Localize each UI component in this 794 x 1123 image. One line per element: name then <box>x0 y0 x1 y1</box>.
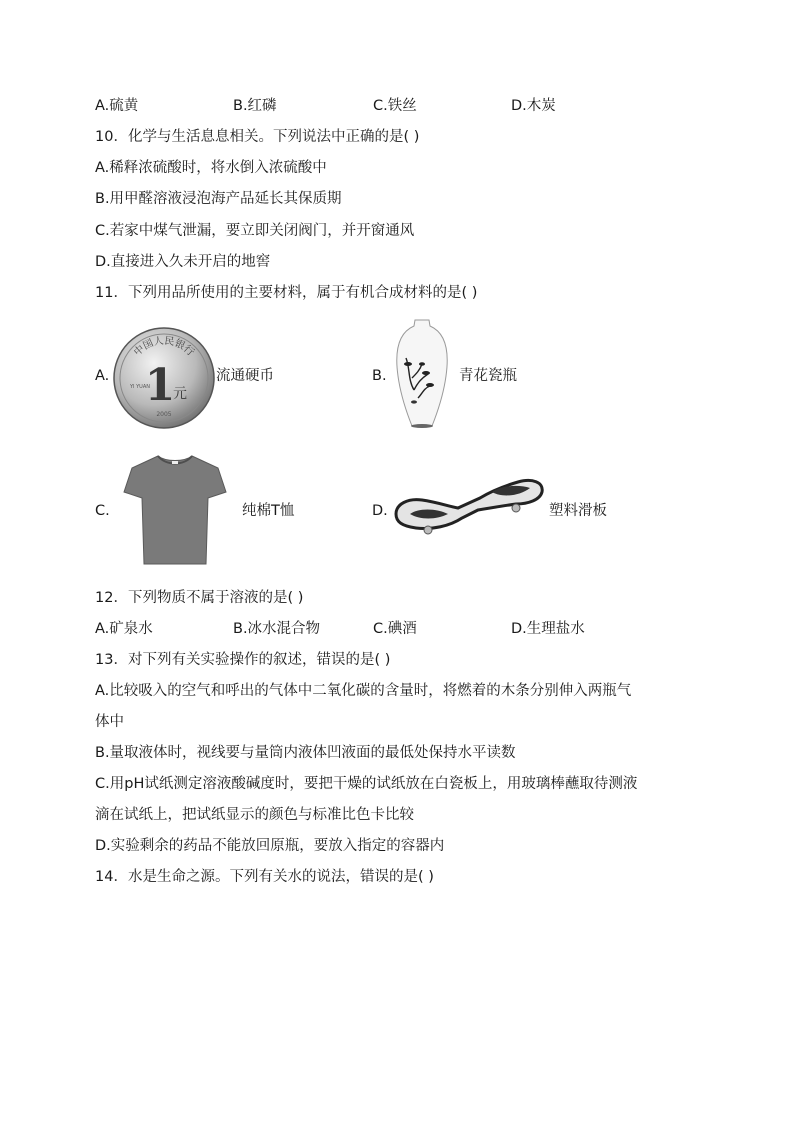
q13-stem: 13．对下列有关实验操作的叙述，错误的是( ) <box>95 652 391 668</box>
coin-value: 1 <box>144 360 176 411</box>
q11-option-b-letter: B. <box>372 368 387 384</box>
q11-option-d-letter: D. <box>372 503 388 519</box>
q9-option-c: C.铁丝 <box>373 98 417 114</box>
coin-image <box>112 326 216 430</box>
q10-option-d: D.直接进入久未开启的地窖 <box>95 254 271 270</box>
q9-option-a: A.硫黄 <box>95 98 139 114</box>
q12-option-d: D.生理盐水 <box>511 621 585 637</box>
q11-option-c-letter: C. <box>95 503 110 519</box>
skateboard-image <box>392 468 546 538</box>
q11-option-c-label: 纯棉T恤 <box>242 503 295 519</box>
q13-option-d: D.实验剩余的药品不能放回原瓶，要放入指定的容器内 <box>95 838 445 854</box>
q11-option-d-label: 塑料滑板 <box>549 503 607 519</box>
q12-option-a: A.矿泉水 <box>95 621 153 637</box>
q13-option-a-line2: 体中 <box>95 714 124 730</box>
q11-option-b-label: 青花瓷瓶 <box>459 368 517 384</box>
q13-option-c-line2: 滴在试纸上，把试纸显示的颜色与标准比色卡比较 <box>95 807 414 823</box>
q13-option-b: B.量取液体时，视线要与量筒内液体凹液面的最低处保持水平读数 <box>95 745 516 761</box>
porcelain-vase-image <box>388 318 456 430</box>
q10-option-b: B.用甲醛溶液浸泡海产品延长其保质期 <box>95 191 342 207</box>
q10-stem: 10．化学与生活息息相关。下列说法中正确的是( ) <box>95 129 420 145</box>
q11-stem: 11．下列用品所使用的主要材料，属于有机合成材料的是( ) <box>95 285 478 301</box>
coin-pinyin: YI YUAN <box>130 384 150 390</box>
coin-arc-text: 中国人民银行 <box>132 335 196 359</box>
q14-stem: 14．水是生命之源。下列有关水的说法，错误的是( ) <box>95 869 434 885</box>
q13-option-c-line1: C.用pH试纸测定溶液酸碱度时，要把干燥的试纸放在白瓷板上，用玻璃棒蘸取待测液 <box>95 776 638 792</box>
q9-option-d: D.木炭 <box>511 98 556 114</box>
q11-option-a-label: 流通硬币 <box>216 368 274 384</box>
q11-option-a-letter: A. <box>95 368 110 384</box>
tshirt-image <box>122 452 228 568</box>
q9-option-b: B.红磷 <box>233 98 277 114</box>
q10-option-c: C.若家中煤气泄漏，要立即关闭阀门，并开窗通风 <box>95 223 415 239</box>
q12-stem: 12．下列物质不属于溶液的是( ) <box>95 590 304 606</box>
q13-option-a-line1: A.比较吸入的空气和呼出的气体中二氧化碳的含量时，将燃着的木条分别伸入两瓶气 <box>95 683 632 699</box>
q12-option-b: B.冰水混合物 <box>233 621 321 637</box>
q10-option-a: A.稀释浓硫酸时，将水倒入浓硫酸中 <box>95 160 327 176</box>
coin-year: 2005 <box>156 411 172 418</box>
coin-unit: 元 <box>173 386 187 402</box>
q12-option-c: C.碘酒 <box>373 621 417 637</box>
